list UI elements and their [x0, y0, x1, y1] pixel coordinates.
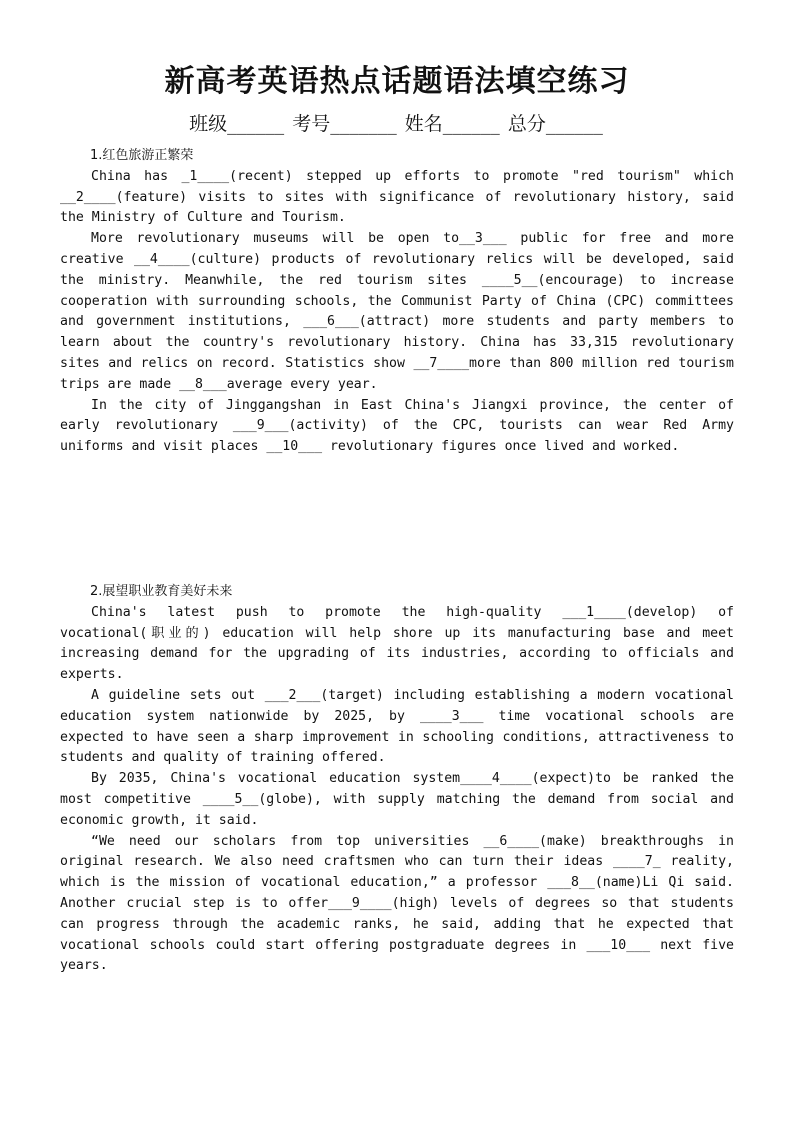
- section-heading: 1.红色旅游正繁荣: [90, 148, 194, 163]
- passage-section-2: [60, 582, 734, 977]
- paragraph: By 2035, China's vocational education system____4____(expect)to be ranked the most competitive ____5__(globe), with supply matching the demand from social and economic growth, it said.: [60, 771, 734, 828]
- class-field: 班级______: [189, 113, 285, 135]
- student-info-line: [0, 110, 794, 138]
- paragraph: “We need our scholars from top universities __6____(make) breakthroughs in original research. We also need craftsmen who can turn their ideas ____7_ reality, which is the mission of vocational education,” a professor ___8__(name)Li Qi said. Another crucial step is to offer___9____(high) levels of degrees so that students can progress through the academic ranks, he said, adding that he expected that vocational schools could start offering postgraduate degrees in ___10___ next five years.: [60, 833, 734, 974]
- passage-section-1: [60, 146, 734, 458]
- paragraph: More revolutionary museums will be open to__3___ public for free and more creative __4____(culture) products of revolutionary relics will be developed, said the ministry. Meanwhile, the red tourism sites ____5__(encourage) to increase cooperation with surrounding schools, the Communist Party of China (CPC) committees and government institutions, ___6___(attract) more students and party members to learn about the country's revolutionary history. China has 33,315 revolutionary sites and relics on record. Statistics show __7____more than 800 million red tourism trips are made __8___average every year.: [60, 231, 734, 392]
- paragraph: China has _1____(recent) stepped up efforts to promote "red tourism" which __2____(feature) visits to sites with significance of revolutionary history, said the Ministry of Culture and Tourism.: [60, 168, 734, 226]
- exam-number-field: 考号_______: [292, 113, 397, 135]
- name-field: 姓名______: [404, 113, 500, 135]
- section-heading: 2.展望职业教育美好未来: [90, 584, 233, 599]
- paragraph: China's latest push to promote the high-quality ___1____(develop) of vocational(职业的) education will help shore up its manufacturing base and meet increasing demand for the upgrading of its industries, according to officials and experts.: [60, 604, 734, 683]
- paragraph: A guideline sets out ___2___(target) including establishing a modern vocational education system nationwide by 2025, by ____3___ time vocational schools are expected to have seen a sharp improvement in schooling conditions, attractiveness to students and quality of training offered.: [60, 687, 734, 766]
- paragraph: In the city of Jinggangshan in East China's Jiangxi province, the center of early revolutionary ___9___(activity) of the CPC, tourists can wear Red Army uniforms and visit places __10___ revolutionary figures once lived and worked.: [60, 397, 734, 455]
- page-title: 新高考英语热点话题语法填空练习: [164, 64, 630, 99]
- total-score-field: 总分______: [507, 113, 603, 135]
